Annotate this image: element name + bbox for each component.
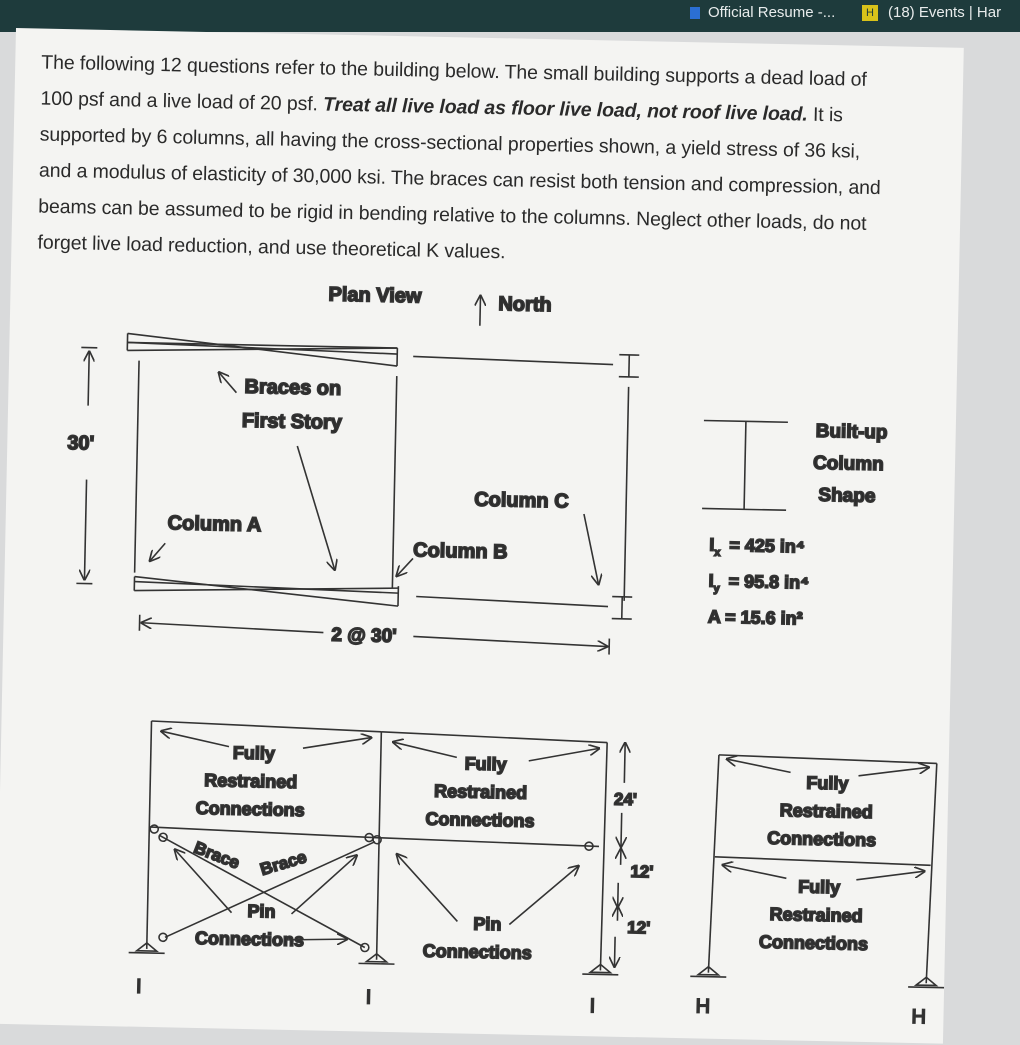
built-up-column-shape <box>700 418 888 630</box>
pin-label: Pin <box>247 901 275 922</box>
iy-symbol: $I_y$ <box>708 571 721 595</box>
callout-arrow <box>509 865 578 926</box>
dimension-arrow <box>88 352 89 406</box>
column-b-label: Column B <box>413 539 508 563</box>
elev-label-connections: Connections <box>767 828 876 850</box>
iy-value: = 95.8 in⁴ <box>728 571 809 593</box>
statement-line: beams can be assumed to be rigid in bending relative to the columns. Neglect other loads, do not <box>38 189 1019 246</box>
brace-label: Brace <box>258 847 309 879</box>
browser-tab-resume[interactable]: Official Resume -... <box>690 0 835 26</box>
pin-connection-icon <box>361 943 369 951</box>
callout-arrow <box>856 870 924 881</box>
plan-dimension-left: 30' <box>67 432 94 455</box>
area-value: A = 15.6 in² <box>708 607 803 629</box>
ix-symbol: $I_x$ <box>709 535 722 559</box>
column-i-icon: I <box>366 987 372 1009</box>
callout-arrow <box>859 766 929 777</box>
dim-12-lower: 12' <box>627 918 650 937</box>
dimension-arrow <box>621 813 622 847</box>
column-i-icon: I <box>136 976 142 998</box>
shape-title: Shape <box>818 485 875 507</box>
dimension-arrow <box>618 883 619 907</box>
elev-label-fully: Fully <box>806 773 848 794</box>
north-arrow-icon <box>480 296 481 326</box>
braces-label: First Story <box>242 410 343 434</box>
plan-view-title: Plan View <box>328 284 422 308</box>
elev-label-fully: Fully <box>464 754 506 775</box>
callout-arrow <box>722 865 786 878</box>
handshake-icon: H <box>862 5 878 21</box>
statement-line: forget live load reduction, and use theoretical K values. <box>37 225 1018 282</box>
elev-label-restrained: Restrained <box>204 770 297 792</box>
column-line <box>135 361 139 573</box>
column-line <box>624 387 628 601</box>
browser-tab-events[interactable]: H (18) Events | Har <box>862 0 1001 26</box>
plan-view <box>63 278 641 655</box>
ix-value: = 425 in⁴ <box>729 535 805 557</box>
callout-arrow <box>395 854 458 921</box>
shape-title: Column <box>813 453 884 475</box>
column-i-icon: I <box>589 995 595 1017</box>
callout-arrow <box>397 558 413 576</box>
emphasis-text: Treat all live load as floor live load, not roof live load. <box>323 93 808 125</box>
callout-arrow <box>295 446 338 570</box>
statement-line: and a modulus of elasticity of 30,000 ksi. The braces can resist both tension and compression, and <box>39 153 1020 210</box>
pin-label: Pin <box>473 914 501 935</box>
callout-arrow <box>727 759 791 772</box>
dimension-arrow <box>413 636 607 646</box>
brace-label: Brace <box>191 838 242 873</box>
elev-label-restrained: Restrained <box>434 781 527 803</box>
callout-arrow <box>150 543 165 561</box>
plan-dimension-bottom: 2 @ 30' <box>331 625 397 647</box>
statement-line: The following 12 questions refer to the building below. The small building supports a dead load of <box>41 45 1020 102</box>
callout-arrow <box>161 731 229 746</box>
elevation-braced-frame <box>128 721 657 1019</box>
dim-12-upper: 12' <box>630 862 653 881</box>
column-h-icon: H <box>695 995 710 1017</box>
elev-label-connections: Connections <box>759 932 868 954</box>
elev-label-fully: Fully <box>798 877 840 898</box>
browser-tab-bar <box>0 0 1020 32</box>
problem-page <box>0 28 964 1044</box>
column-h-icon: H <box>911 1006 926 1028</box>
statement-line: supported by 6 columns, all having the cross-sectional properties shown, a yield stress of 36 ksi, <box>39 117 1020 174</box>
callout-arrow <box>393 742 457 757</box>
elev-label-connections: Connections <box>195 798 304 820</box>
callout-arrow <box>218 372 236 392</box>
column-c-label: Column C <box>474 489 569 513</box>
document-icon <box>690 7 700 19</box>
dimension-arrow <box>614 937 615 967</box>
dimension-arrow <box>84 480 86 580</box>
elevation-moment-frame <box>689 754 949 1028</box>
dim-24: 24' <box>614 790 637 809</box>
column-a-label: Column A <box>167 512 261 536</box>
elev-label-restrained: Restrained <box>780 800 873 822</box>
pin-connection-icon <box>150 825 158 833</box>
callout-arrow <box>582 514 599 584</box>
shape-title: Built-up <box>816 421 888 443</box>
elev-label-restrained: Restrained <box>769 904 862 926</box>
elev-label-fully: Fully <box>233 743 275 764</box>
pin-connections-label: Connections <box>423 941 532 963</box>
north-label: North <box>498 293 552 316</box>
structural-diagram <box>0 28 964 1044</box>
column-line <box>392 376 396 588</box>
dimension-arrow <box>624 743 625 783</box>
callout-arrow <box>303 736 371 749</box>
dimension-arrow <box>141 623 323 633</box>
callout-arrow <box>529 747 599 762</box>
braces-label: Braces on <box>244 376 341 400</box>
pin-connections-label: Connections <box>195 928 304 950</box>
statement-line: 100 psf and a live load of 20 psf. Treat all live load as floor live load, not roof live load. It is <box>40 81 1020 138</box>
elev-label-connections: Connections <box>425 809 534 831</box>
